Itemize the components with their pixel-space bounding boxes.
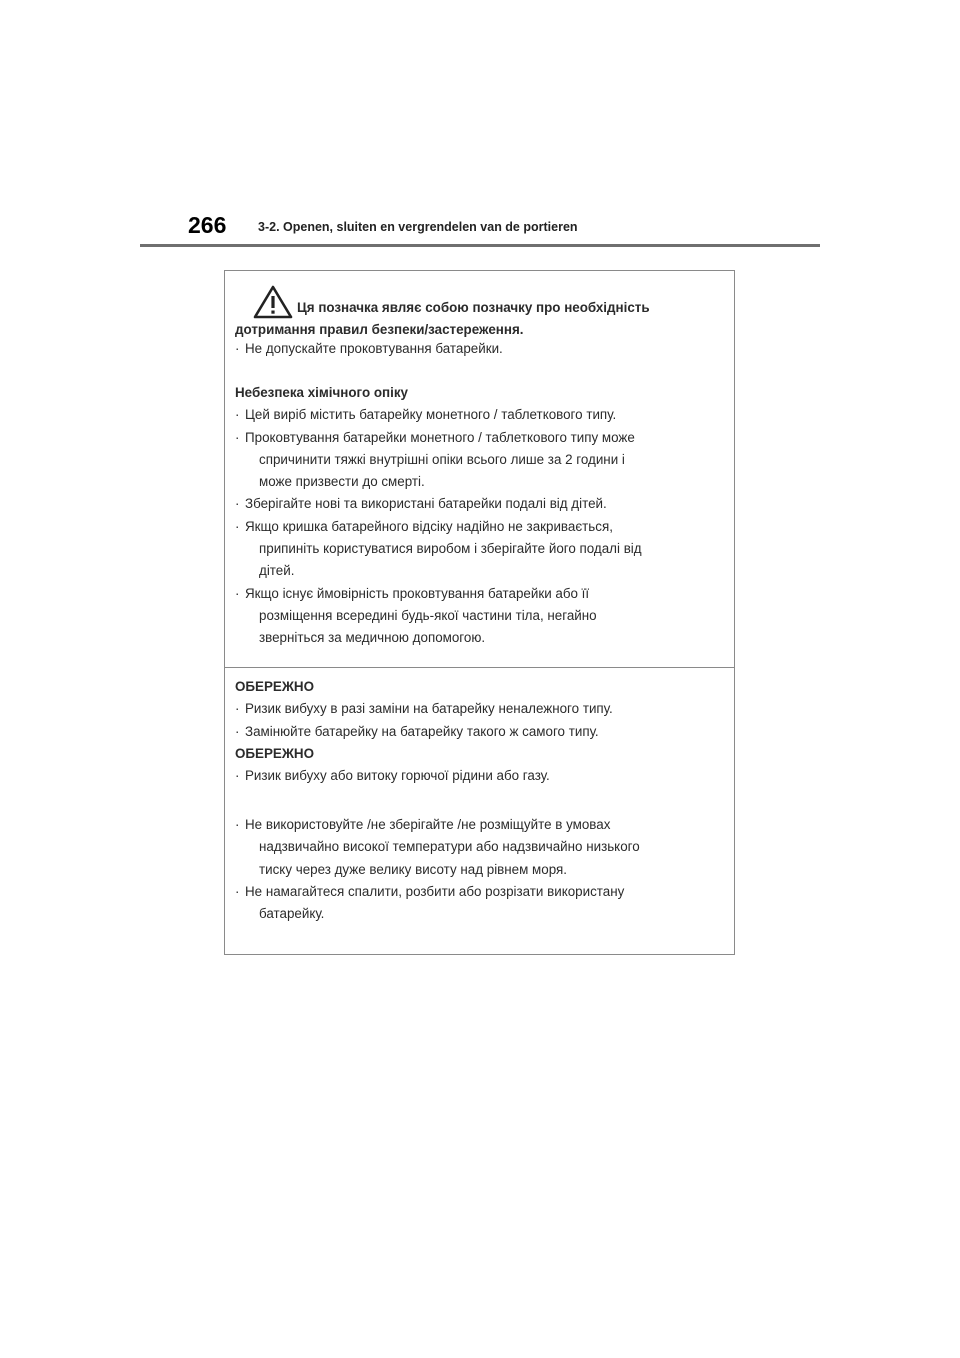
- bullet-dot: ·: [235, 429, 240, 445]
- bullet-dot: ·: [235, 701, 240, 717]
- bullet-item: [235, 404, 725, 426]
- bullet-line: спричинити тяжкі внутрішні опіки всього лише за 2 години і: [259, 451, 625, 467]
- warning-triangle-icon: [253, 285, 293, 319]
- bullet-line: розміщення всередині будь-якої частини тіла, негайно: [259, 607, 597, 623]
- bullet-dot: ·: [235, 585, 240, 601]
- caution-title-2: ОБЕРЕЖНО: [235, 745, 315, 761]
- warning-bullets: [235, 338, 725, 360]
- header-rule: [140, 244, 820, 247]
- bullet-line: припиніть користуватися виробом і зберігайте його подалі від: [259, 541, 642, 557]
- bullet-item: [235, 814, 725, 881]
- chemical-burn-section: [235, 382, 725, 650]
- bullet-item: [235, 698, 725, 720]
- bullet-line: Не використовуйте /не зберігайте /не розміщуйте в умовах: [245, 817, 611, 832]
- page-number: 266: [188, 212, 227, 238]
- bullet-line: Проковтування батарейки монетного / таблеткового типу може: [245, 429, 635, 445]
- box-divider: [225, 667, 734, 668]
- bullet-line: тиску через дуже велику висоту над рівнем моря.: [259, 861, 567, 877]
- bullet-dot: ·: [235, 883, 240, 899]
- bullet-line: може призвести до смерті.: [259, 474, 425, 490]
- bullet-line: Якщо існує ймовірність проковтування батарейки або її: [245, 585, 590, 601]
- section-title: 3-2. Openen, sluiten en vergrendelen van de portieren: [258, 220, 578, 234]
- bullet-item: [235, 765, 725, 787]
- caution-title-1: ОБЕРЕЖНО: [235, 679, 315, 694]
- caution-list-2-more: [235, 814, 725, 925]
- bullet-item: [235, 583, 725, 650]
- caution-section-2-more: [235, 814, 725, 925]
- bullet-dot: ·: [235, 341, 240, 356]
- bullet-line: Якщо кришка батарейного відсіку надійно не закривається,: [245, 518, 613, 534]
- warning-heading-line2: дотримання правил безпеки/застереження.: [235, 322, 524, 337]
- caution-section-1: [235, 676, 725, 787]
- bullet-dot: ·: [235, 723, 240, 739]
- bullet-item: [235, 427, 725, 494]
- warning-bullet-text: Не допускайте проковтування батарейки.: [245, 341, 503, 356]
- warning-heading-line1: Ця позначка являє собою позначку про необхідність: [297, 300, 650, 315]
- bullet-line: Не намагайтеся спалити, розбити або розрізати використану: [245, 883, 625, 899]
- bullet-item: [235, 493, 725, 515]
- caution-list-1: [235, 698, 725, 743]
- bullet-dot: ·: [235, 817, 240, 832]
- chemical-burn-list: [235, 404, 725, 649]
- battery-notice-box: [224, 270, 735, 955]
- bullet-line: Цей виріб містить батарейку монетного / таблеткового типу.: [245, 407, 617, 423]
- bullet-item: [235, 881, 725, 926]
- bullet-line: Зберігайте нові та використані батарейки подалі від дітей.: [245, 496, 607, 512]
- bullet-line: Ризик вибуху в разі заміни на батарейку неналежного типу.: [245, 701, 613, 717]
- bullet-item: [235, 516, 725, 583]
- bullet-item: [235, 721, 725, 743]
- bullet-dot: ·: [235, 407, 240, 423]
- page-header: [140, 212, 820, 246]
- bullet-line: батарейку.: [259, 906, 325, 922]
- warning-bullet: [235, 338, 725, 360]
- bullet-line: дітей.: [259, 563, 295, 579]
- bullet-dot: ·: [235, 496, 240, 512]
- bullet-line: Замінюйте батарейку на батарейку такого ж самого типу.: [245, 723, 599, 739]
- bullet-line: надзвичайно високої температури або надзвичайно низького: [259, 839, 640, 855]
- caution-list-2: [235, 765, 725, 787]
- bullet-line: Ризик вибуху або витоку горючої рідини або газу.: [245, 768, 550, 784]
- bullet-dot: ·: [235, 768, 240, 784]
- bullet-line: зверніться за медичною допомогою.: [259, 630, 486, 646]
- bullet-dot: ·: [235, 518, 240, 534]
- chemical-burn-title: Небезпека хімічного опіку: [235, 385, 408, 400]
